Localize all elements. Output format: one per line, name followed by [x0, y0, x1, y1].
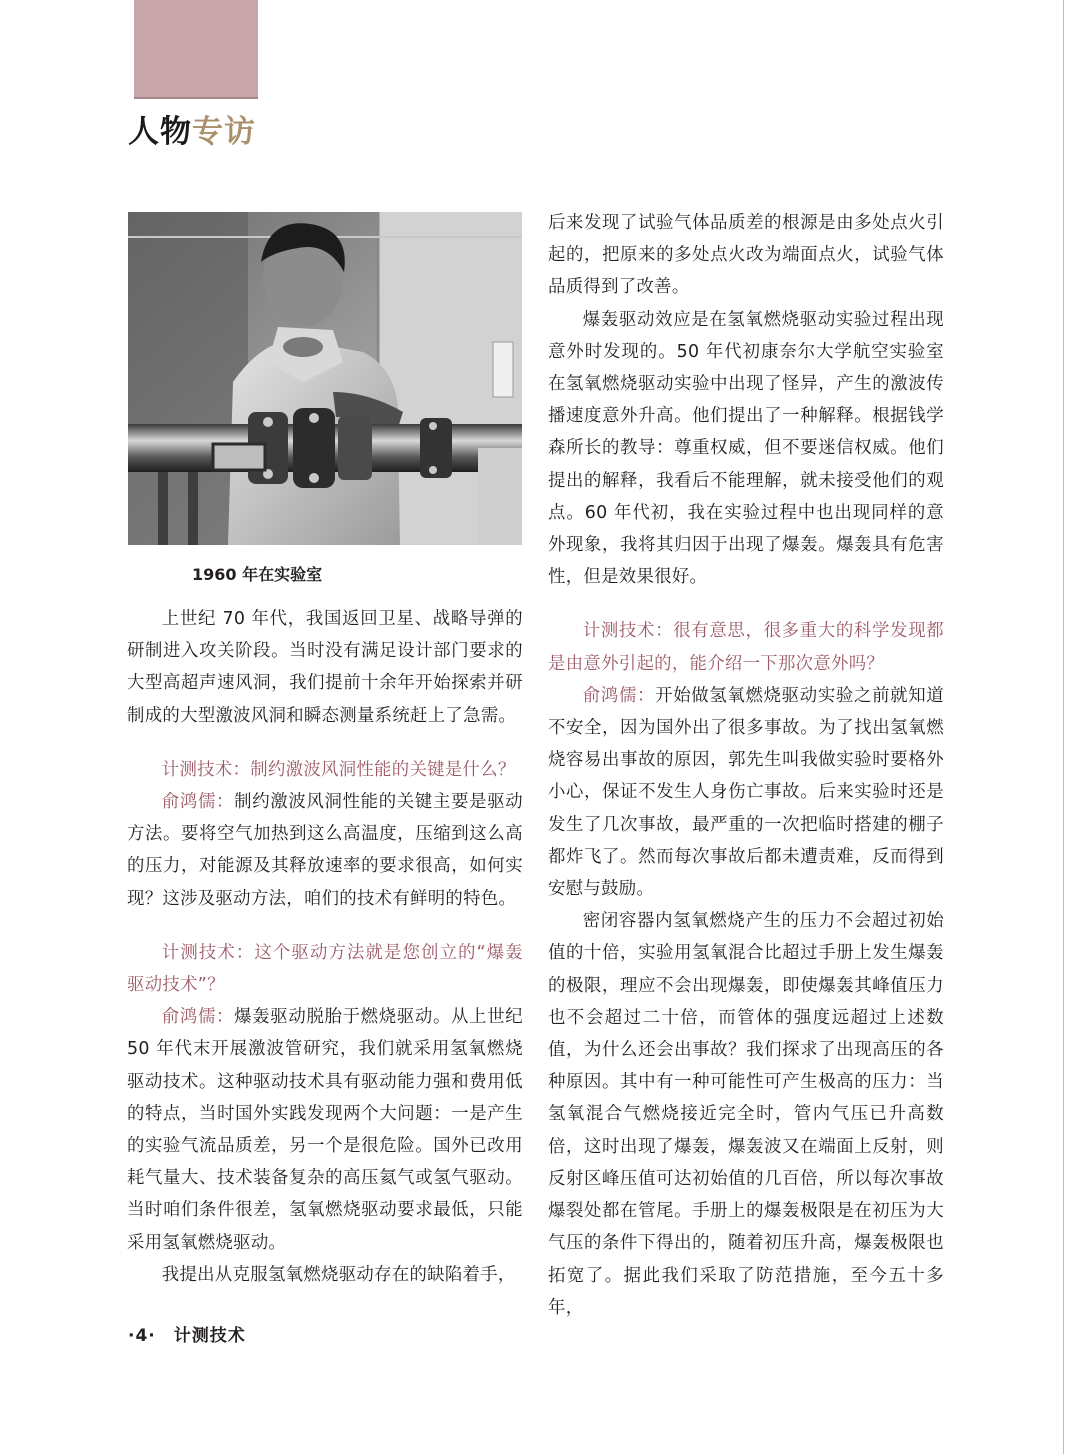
- right-column: [548, 207, 944, 1324]
- paragraph: 上世纪 70 年代，我国返回卫星、战略导弹的研制进入攻关阶段。当时没有满足设计部门要求的大型高超声速风洞，我们提前十余年开始探索并研制成的大型激波风洞和瞬态测量系统赶上了急需。: [127, 609, 523, 726]
- interview-answer: [127, 1001, 523, 1259]
- paragraph: 爆轰驱动效应是在氢氧燃烧驱动实验过程出现意外时发现的。50 年代初康奈尔大学航空实验室在氢氧燃烧驱动实验中出现了怪异，产生的激波传播速度意外升高。他们提出了一种解释。根据钱学森所长的教导：尊重权威，但不要迷信权威。他们提出的解释，我看后不能理解，就未接受他们的观点。60 年代初，我在实验过程中也出现同样的意外现象，我将其归因于出现了爆轰。爆轰具有危害性，但是效果很好。: [548, 309, 944, 588]
- section-color-tab: [134, 0, 258, 97]
- answer-text: 开始做氢氧燃烧驱动实验之前就知道不安全，因为国外出了很多事故。为了找出氢氧燃烧容易出事故的原因，郭先生叫我做实验时要格外小心，保证不发生人身伤亡事故。后来实验时还是发生了几次事故，最严重的一次把临时搭建的棚子都炸飞了。然而每次事故后都未遭责难，反而得到安慰与鼓励。: [548, 685, 944, 900]
- paragraph: 密闭容器内氢氧燃烧产生的压力不会超过初始值的十倍，实验用氢氧混合比超过手册上发生爆轰的极限，理应不会出现爆轰，即使爆轰其峰值压力也不会超过二十倍，而管体的强度远超过上述数值，为什么还会出事故？我们探求了出现高压的各种原因。其中有一种可能性可产生极高的压力：当氢氧混合气燃烧接近完全时，管内气压已升高数倍，这时出现了爆轰，爆轰波又在端面上反射，则反射区峰压值可达初始值的几百倍，所以每次事故爆裂处都在管尾。手册上的爆轰极限是在初压为大气压的条件下得出的，随着初压升高，爆轰极限也拓宽了。据此我们采取了防范措施，至今五十多年，: [548, 911, 944, 1318]
- interview-question: 计测技术：这个驱动方法就是您创立的“爆轰驱动技术”？: [127, 942, 523, 996]
- section-header: [128, 110, 256, 154]
- section-header-part1: 人物: [128, 114, 192, 150]
- speaker-label: 俞鸿儒：: [161, 792, 235, 813]
- answer-text: 爆轰驱动脱胎于燃烧驱动。从上世纪 50 年代末开展激波管研究，我们就采用氢氧燃烧驱动技术。这种驱动技术具有驱动能力强和费用低的特点，当时国外实践发现两个大问题：一是产生的实验气流品质差，另一个是很危险。国外已改用耗气量大、技术装备复杂的高压氦气或氢气驱动。当时咱们条件很差，氢氧燃烧驱动要求最低，只能采用氢氧燃烧驱动。: [127, 1007, 523, 1253]
- lab-photo: [128, 212, 522, 545]
- magazine-name: 计测技术: [173, 1326, 246, 1346]
- interview-question: 计测技术：制约激波风洞性能的关键是什么？: [161, 759, 516, 780]
- interview-answer: [548, 680, 944, 905]
- interview-question: 计测技术：很有意思，很多重大的科学发现都是由意外引起的，能介绍一下那次意外吗？: [548, 621, 944, 674]
- photo-caption: 1960 年在实验室: [192, 565, 323, 584]
- interview-answer: [127, 786, 523, 915]
- answer-text: 制约激波风洞性能的关键主要是驱动方法。要将空气加热到这么高温度，压缩到这么高的压力，对能源及其释放速率的要求很高，如何实现？这涉及驱动方法，咱们的技术有鲜明的特色。: [127, 792, 523, 909]
- page-number: ·4·: [128, 1326, 156, 1346]
- speaker-label: 俞鸿儒：: [582, 685, 656, 706]
- paragraph: 我提出从克服氢氧燃烧驱动存在的缺陷着手，: [161, 1264, 516, 1285]
- section-header-part2: 专访: [192, 114, 256, 150]
- page-footer: [128, 1322, 246, 1350]
- left-column: [127, 603, 523, 1291]
- paragraph: 后来发现了试验气体品质差的根源是由多处点火引起的，把原来的多处点火改为端面点火，试验气体品质得到了改善。: [548, 213, 944, 298]
- speaker-label: 俞鸿儒：: [161, 1007, 235, 1028]
